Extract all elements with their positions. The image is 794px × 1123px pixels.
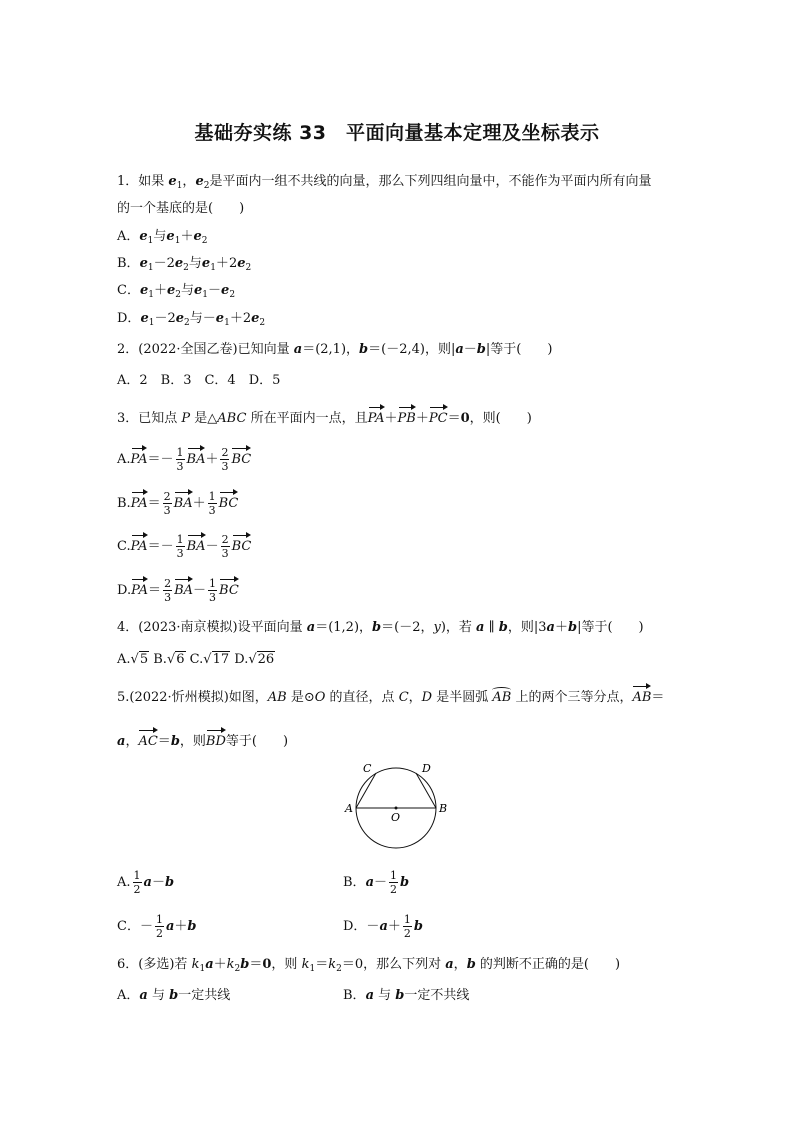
label-o: O <box>391 811 401 824</box>
q2-options[interactable]: A．2 B．3 C．4 D．5 <box>117 373 281 388</box>
q6-stem: 6．(多选)若 $k_1a+k_2b=0$，则 $k_1=k_2=0$，那么下列对 a，b 的判断不正确的是( ) <box>117 957 621 974</box>
q3-option-b[interactable]: B.PA＝ $\frac{2}{3}$ BA＋ $\frac{1}{3}$ BC <box>117 490 239 517</box>
q5-option-d[interactable]: D．－a＋ $\frac{1}{2}$ b <box>343 913 423 940</box>
q1-option-b[interactable]: B．$e_1-2e_2$与$e_1+2e_2$ <box>117 256 252 273</box>
q3-stem: 3．已知点 P 是△ABC 所在平面内一点，且PA＋PB＋PC＝0，则( ) <box>117 405 532 429</box>
q5-option-b[interactable]: B．a－ $\frac{1}{2}$ b <box>343 869 410 896</box>
q4-options[interactable]: A.√5 B.√6 C.√17 D.√26 <box>117 652 275 667</box>
q5-option-a[interactable]: A. $\frac{1}{2}$ a－b <box>117 869 175 896</box>
q1-stem: 1．如果 $e_1$，$e_2$是平面内一组不共线的向量，那么下列四组向量中，不能作为平面内所有向量 <box>117 174 652 191</box>
q3-option-d[interactable]: D.PA＝ $\frac{2}{3}$ BA－ $\frac{1}{3}$ BC <box>117 577 239 604</box>
q6-option-b[interactable]: B．a 与 b一定不共线 <box>343 988 470 1003</box>
page-title: 基础夯实练 33 平面向量基本定理及坐标表示 <box>194 122 600 144</box>
q2-stem: 2．(2022·全国乙卷)已知向量 a＝(2,1)，b＝(－2,4)，则|a－b|等于( ) <box>117 342 553 357</box>
q6-option-a[interactable]: A．a 与 b一定共线 <box>117 988 231 1003</box>
q1-option-a[interactable]: A．$e_1$与$e_1+e_2$ <box>117 229 208 246</box>
q3-option-c[interactable]: C.PA＝－ $\frac{1}{3}$ BA－ $\frac{2}{3}$ BC <box>117 533 252 560</box>
label-c: C <box>363 762 372 775</box>
center-dot <box>395 807 398 810</box>
q5-stem: 5.(2022·忻州模拟)如图，AB 是⊙O 的直径，点 C，D 是半圆弧 AB 上的两个三等分点，AB＝ <box>117 684 664 708</box>
q1-option-c[interactable]: C．$e_1+e_2$与$e_1-e_2$ <box>117 283 236 300</box>
q4-stem: 4．(2023·南京模拟)设平面向量 a＝(1,2)，b＝(－2，y)，若 a ∥ b，则|3a＋b|等于( ) <box>117 620 644 635</box>
label-b: B <box>439 802 448 815</box>
semicircle-figure <box>338 755 458 855</box>
chord-bd <box>416 773 436 808</box>
q3-option-a[interactable]: A.PA＝－ $\frac{1}{3}$ BA＋ $\frac{2}{3}$ BC <box>117 446 252 473</box>
label-d: D <box>422 762 431 775</box>
q5-option-c[interactable]: C．－ $\frac{1}{2}$ a＋b <box>117 913 197 940</box>
q5-stem-line2: a，AC＝b，则BD等于( ) <box>117 728 288 752</box>
q1-stem-line2: 的一个基底的是( ) <box>117 201 245 216</box>
q1-option-d[interactable]: D．$e_1-2e_2$与$-e_1+2e_2$ <box>117 311 266 328</box>
label-a: A <box>345 802 353 815</box>
chord-ac <box>356 773 376 808</box>
